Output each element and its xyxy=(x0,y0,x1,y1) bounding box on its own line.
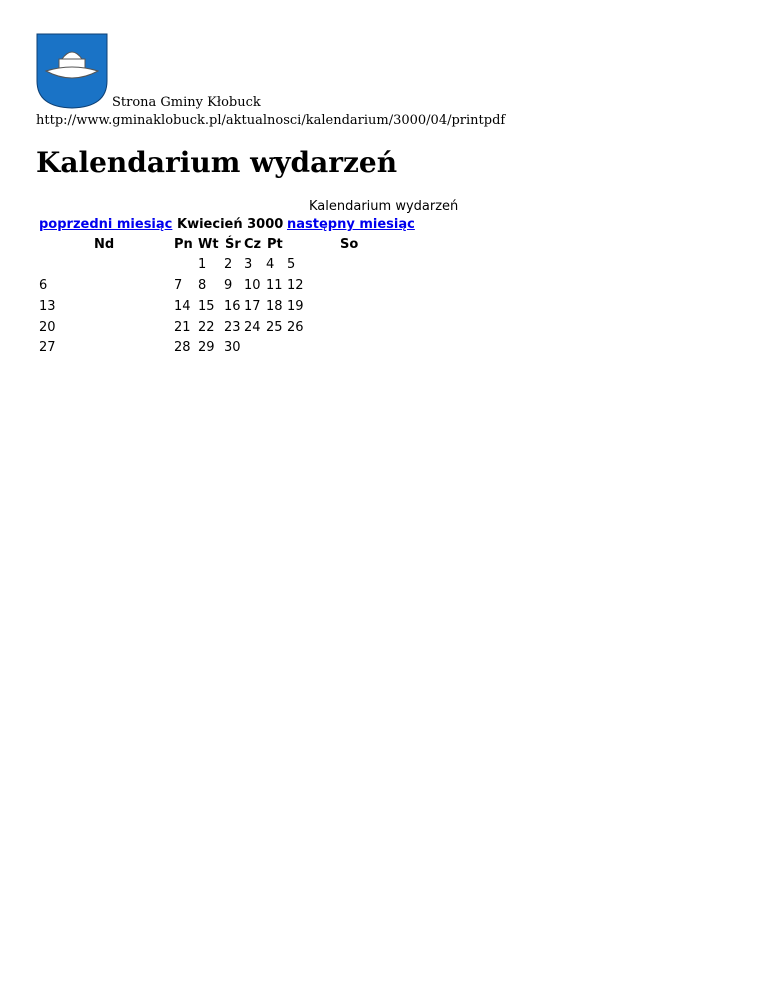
weekday-header: Pn xyxy=(174,237,193,252)
prev-month-link[interactable]: poprzedni miesiąc xyxy=(39,217,173,232)
calendar-day: 5 xyxy=(287,257,296,272)
calendar-day: 30 xyxy=(224,340,241,355)
calendar-day: 21 xyxy=(174,320,191,335)
calendar-day: 29 xyxy=(198,340,215,355)
calendar-day: 1 xyxy=(198,257,207,272)
weekday-header: So xyxy=(340,237,359,252)
calendar-day: 6 xyxy=(39,278,48,293)
calendar-day: 24 xyxy=(244,320,261,335)
calendar-day: 8 xyxy=(198,278,207,293)
calendar-day: 19 xyxy=(287,299,304,314)
calendar-day: 22 xyxy=(198,320,215,335)
calendar-day: 9 xyxy=(224,278,233,293)
coat-of-arms-icon xyxy=(36,33,108,109)
calendar-day: 3 xyxy=(244,257,253,272)
calendar-day: 28 xyxy=(174,340,191,355)
month-label: Kwiecień 3000 xyxy=(177,217,284,232)
next-month-link[interactable]: następny miesiąc xyxy=(287,217,415,232)
page-title: Kalendarium wydarzeń xyxy=(36,146,398,179)
weekday-header: Pt xyxy=(267,237,283,252)
calendar-day: 4 xyxy=(266,257,275,272)
calendar-day: 26 xyxy=(287,320,304,335)
calendar-day: 17 xyxy=(244,299,261,314)
calendar-day: 11 xyxy=(266,278,283,293)
calendar-day: 13 xyxy=(39,299,56,314)
weekday-header: Wt xyxy=(198,237,219,252)
calendar-day: 15 xyxy=(198,299,215,314)
calendar-day: 14 xyxy=(174,299,191,314)
calendar-day: 18 xyxy=(266,299,283,314)
calendar-caption: Kalendarium wydarzeń xyxy=(309,199,459,214)
calendar-day: 23 xyxy=(224,320,241,335)
calendar-day: 25 xyxy=(266,320,283,335)
site-url: http://www.gminaklobuck.pl/aktualnosci/kalendarium/3000/04/printpdf xyxy=(36,113,506,128)
weekday-header: Cz xyxy=(244,237,262,252)
calendar-day: 27 xyxy=(39,340,56,355)
calendar-day: 16 xyxy=(224,299,241,314)
weekday-header: Nd xyxy=(94,237,115,252)
calendar-day: 7 xyxy=(174,278,183,293)
calendar-day: 12 xyxy=(287,278,304,293)
site-name: Strona Gminy Kłobuck xyxy=(112,95,261,110)
calendar-day: 20 xyxy=(39,320,56,335)
weekday-header: Śr xyxy=(225,237,241,252)
calendar-day: 10 xyxy=(244,278,261,293)
calendar-day: 2 xyxy=(224,257,233,272)
